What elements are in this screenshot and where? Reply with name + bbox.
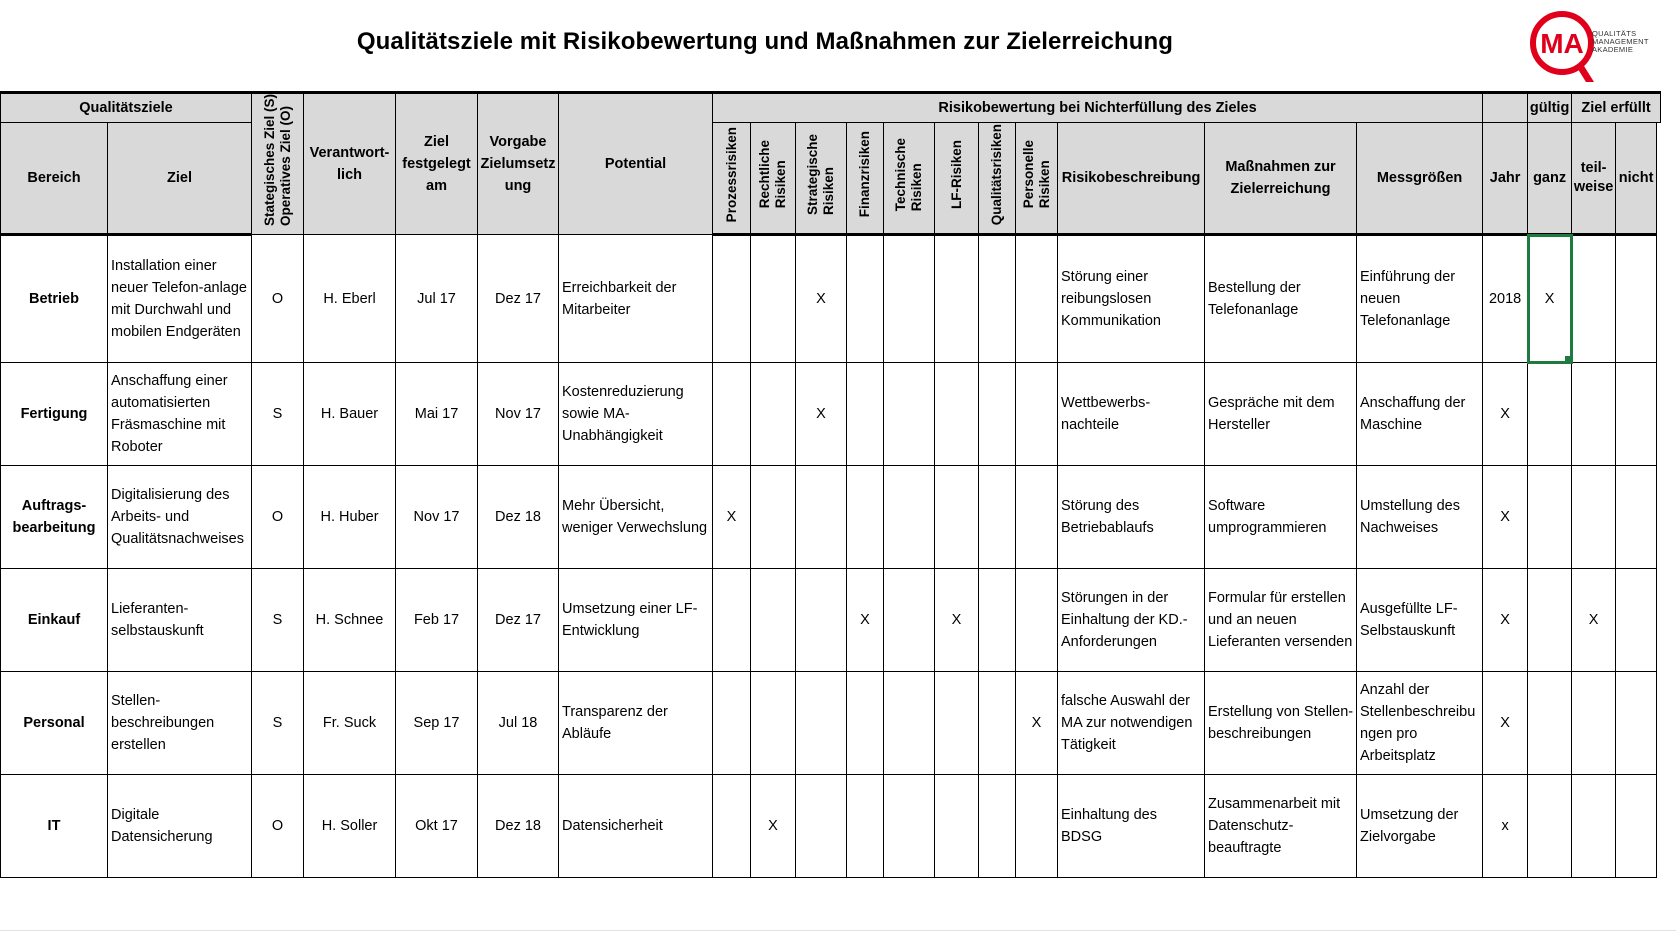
cell-risk-prozess[interactable] [713, 672, 751, 775]
header-vorgabe: Vorgabe Zielumsetz ung [478, 93, 559, 235]
table-row [1, 672, 1661, 775]
cell-messgroessen[interactable]: Anzahl der Stellenbeschreibu ngen pro Arbeitsplatz [1357, 672, 1483, 775]
cell-teilweise[interactable] [1572, 235, 1616, 363]
cell-bereich[interactable]: IT [1, 775, 108, 878]
cell-ziel[interactable]: Lieferanten-selbstauskunft [108, 569, 252, 672]
logo-line-2: MANAGEMENT [1592, 37, 1649, 46]
cell-ziel[interactable]: Digitale Datensicherung [108, 775, 252, 878]
group-empty [1483, 93, 1528, 123]
cell-risikobeschreibung[interactable]: Einhaltung des BDSG [1058, 775, 1205, 878]
cell-risk-rechtlich[interactable] [751, 363, 796, 466]
cell-verantwortlich[interactable]: H. Huber [304, 466, 396, 569]
cell-risk-lf[interactable] [935, 672, 979, 775]
header-ganz: ganz [1528, 123, 1572, 235]
cell-jahr[interactable]: x [1483, 775, 1528, 878]
header-potential: Potential [559, 93, 713, 235]
header-risk-finanz: Finanzrisiken [847, 123, 884, 235]
table-row [1, 235, 1661, 363]
cell-verantwortlich[interactable]: Fr. Suck [304, 672, 396, 775]
table-row [1, 363, 1661, 466]
cell-potential[interactable]: Transparenz der Abläufe [559, 672, 713, 775]
sheet-gridline [0, 930, 1676, 931]
cell-ganz[interactable] [1528, 672, 1572, 775]
cell-messgroessen[interactable]: Einführung der neuen Telefonanlage [1357, 235, 1483, 363]
cell-risikobeschreibung[interactable]: Wettbewerbs-nachteile [1058, 363, 1205, 466]
cell-risk-qualitaet[interactable] [979, 363, 1016, 466]
group-header-row [1, 93, 1661, 123]
cell-risk-rechtlich[interactable] [751, 672, 796, 775]
cell-vorgabe[interactable]: Dez 17 [478, 569, 559, 672]
cell-ganz[interactable] [1528, 775, 1572, 878]
cell-festgelegt[interactable]: Okt 17 [396, 775, 478, 878]
table-row [1, 466, 1661, 569]
cell-festgelegt[interactable]: Sep 17 [396, 672, 478, 775]
cell-risk-strategisch[interactable] [796, 466, 847, 569]
cell-risk-personell[interactable] [1016, 363, 1058, 466]
cell-risk-strategisch[interactable] [796, 672, 847, 775]
cell-risikobeschreibung[interactable]: Störungen in der Einhaltung der KD.-Anforderungen [1058, 569, 1205, 672]
cell-risk-technisch[interactable] [884, 466, 935, 569]
cell-risk-qualitaet[interactable] [979, 569, 1016, 672]
cell-nicht[interactable] [1616, 235, 1657, 363]
header-risikobeschreibung: Risikobeschreibung [1058, 123, 1205, 235]
cell-nicht[interactable] [1616, 569, 1657, 672]
table-row [1, 569, 1661, 672]
cell-potential[interactable]: Umsetzung einer LF-Entwicklung [559, 569, 713, 672]
header-risk-rechtlich: Rechtliche Risiken [751, 123, 796, 235]
cell-festgelegt[interactable]: Feb 17 [396, 569, 478, 672]
logo-line-3: AKADEMIE [1592, 45, 1634, 54]
group-risiko: Risikobewertung bei Nichterfüllung des Zieles [713, 93, 1483, 123]
header-risk-technisch: Technische Risiken [884, 123, 935, 235]
header-risk-strategisch: Strategische Risiken [796, 123, 847, 235]
header-risk-personell: Personelle Risiken [1016, 123, 1058, 235]
cell-massnahmen[interactable]: Software umprogrammieren [1205, 466, 1357, 569]
cell-risk-finanz[interactable] [847, 466, 884, 569]
logo-line-1: QUALITÄTS [1592, 29, 1637, 38]
cell-messgroessen[interactable]: Anschaffung der Maschine [1357, 363, 1483, 466]
qma-logo [1528, 10, 1676, 86]
cell-vorgabe[interactable]: Nov 17 [478, 363, 559, 466]
cell-risk-finanz[interactable] [847, 775, 884, 878]
cell-ganz[interactable] [1528, 569, 1572, 672]
cell-risk-finanz[interactable] [847, 363, 884, 466]
selected-cell-ganz[interactable]: X [1528, 235, 1572, 363]
cell-risk-strategisch[interactable]: X [796, 363, 847, 466]
cell-bereich[interactable]: Fertigung [1, 363, 108, 466]
cell-risk-lf[interactable] [935, 775, 979, 878]
cell-ziel[interactable]: Anschaffung einer automatisierten Fräsmaschine mit Roboter [108, 363, 252, 466]
cell-risikobeschreibung[interactable]: Störung einer reibungslosen Kommunikation [1058, 235, 1205, 363]
cell-massnahmen[interactable]: Erstellung von Stellen-beschreibungen [1205, 672, 1357, 775]
cell-risk-technisch[interactable] [884, 235, 935, 363]
header-teilweise: teil- weise [1572, 123, 1616, 235]
cell-nicht[interactable] [1616, 363, 1657, 466]
cell-potential[interactable]: Mehr Übersicht, weniger Verwechslung [559, 466, 713, 569]
cell-risikobeschreibung[interactable]: falsche Auswahl der MA zur notwendigen Tätigkeit [1058, 672, 1205, 775]
logo-mark-icon [1528, 10, 1598, 86]
cell-vorgabe[interactable]: Dez 18 [478, 775, 559, 878]
cell-risk-strategisch[interactable] [796, 775, 847, 878]
header-risk-lf: LF-Risiken [935, 123, 979, 235]
cell-jahr[interactable]: X [1483, 672, 1528, 775]
cell-massnahmen[interactable]: Bestellung der Telefonanlage [1205, 235, 1357, 363]
cell-risk-rechtlich[interactable] [751, 466, 796, 569]
cell-risikobeschreibung[interactable]: Störung des Betriebablaufs [1058, 466, 1205, 569]
header-festgelegt: Ziel festgelegt am [396, 93, 478, 235]
cell-jahr[interactable]: 2018 [1483, 235, 1528, 363]
cell-ziel[interactable]: Digitalisierung des Arbeits- und Qualitätsnachweises [108, 466, 252, 569]
cell-risk-strategisch[interactable] [796, 569, 847, 672]
header-jahr: Jahr [1483, 123, 1528, 235]
cell-risk-personell[interactable] [1016, 466, 1058, 569]
cell-bereich[interactable]: Personal [1, 672, 108, 775]
cell-festgelegt[interactable]: Nov 17 [396, 466, 478, 569]
column-header-row [1, 123, 1661, 235]
cell-nicht[interactable] [1616, 775, 1657, 878]
cell-nicht[interactable] [1616, 672, 1657, 775]
cell-massnahmen[interactable]: Zusammenarbeit mit Datenschutz-beauftragte [1205, 775, 1357, 878]
cell-risk-lf[interactable] [935, 466, 979, 569]
cell-risk-rechtlich[interactable] [751, 235, 796, 363]
cell-potential[interactable]: Kostenreduzierung sowie MA-Unabhängigkeit [559, 363, 713, 466]
cell-risk-prozess[interactable]: X [713, 466, 751, 569]
header-nicht: nicht [1616, 123, 1657, 235]
cell-risk-prozess[interactable] [713, 235, 751, 363]
cell-ganz[interactable] [1528, 466, 1572, 569]
cell-risk-prozess[interactable] [713, 775, 751, 878]
cell-festgelegt[interactable]: Mai 17 [396, 363, 478, 466]
cell-risk-strategisch[interactable]: X [796, 235, 847, 363]
cell-verantwortlich[interactable]: H. Bauer [304, 363, 396, 466]
cell-teilweise[interactable]: X [1572, 569, 1616, 672]
cell-potential[interactable]: Datensicherheit [559, 775, 713, 878]
group-ziel-erfuellt: Ziel erfüllt [1572, 93, 1661, 123]
cell-risk-qualitaet[interactable] [979, 672, 1016, 775]
cell-jahr[interactable]: X [1483, 466, 1528, 569]
cell-risk-personell[interactable] [1016, 569, 1058, 672]
logo-mark-text: MA [1540, 28, 1584, 59]
header-verantwortlich: Verantwort- lich [304, 93, 396, 235]
cell-risk-lf[interactable]: X [935, 569, 979, 672]
cell-ziel-typ[interactable]: O [252, 466, 304, 569]
cell-verantwortlich[interactable]: H. Schnee [304, 569, 396, 672]
page-title: Qualitätsziele mit Risikobewertung und Maßnahmen zur Zielerreichung [356, 28, 1174, 55]
cell-vorgabe[interactable]: Dez 18 [478, 466, 559, 569]
cell-teilweise[interactable] [1572, 363, 1616, 466]
cell-messgroessen[interactable]: Ausgefüllte LF-Selbstauskunft [1357, 569, 1483, 672]
cell-ziel-typ[interactable]: O [252, 235, 304, 363]
cell-risk-technisch[interactable] [884, 672, 935, 775]
cell-verantwortlich[interactable]: H. Soller [304, 775, 396, 878]
cell-massnahmen[interactable]: Gespräche mit dem Hersteller [1205, 363, 1357, 466]
cell-bereich[interactable]: Einkauf [1, 569, 108, 672]
cell-massnahmen[interactable]: Formular für erstellen und an neuen Lieferanten versenden [1205, 569, 1357, 672]
cell-risk-lf[interactable] [935, 235, 979, 363]
cell-risk-technisch[interactable] [884, 775, 935, 878]
cell-verantwortlich[interactable]: H. Eberl [304, 235, 396, 363]
cell-jahr[interactable]: X [1483, 363, 1528, 466]
cell-potential[interactable]: Erreichbarkeit der Mitarbeiter [559, 235, 713, 363]
header-risk-prozess: Prozessrisiken [713, 123, 751, 235]
header-massnahmen: Maßnahmen zur Zielerreichung [1205, 123, 1357, 235]
group-gueltig: gültig [1528, 93, 1572, 123]
cell-teilweise[interactable] [1572, 466, 1616, 569]
cell-messgroessen[interactable]: Umstellung des Nachweises [1357, 466, 1483, 569]
cell-ziel-typ[interactable]: S [252, 672, 304, 775]
cell-risk-lf[interactable] [935, 363, 979, 466]
group-qualitaetsziele: Qualitätsziele [1, 93, 252, 123]
header-ziel: Ziel [108, 123, 252, 235]
header-messgroessen: Messgrößen [1357, 123, 1483, 235]
cell-risk-prozess[interactable] [713, 363, 751, 466]
cell-ziel[interactable]: Stellen-beschreibungen erstellen [108, 672, 252, 775]
cell-ganz[interactable] [1528, 363, 1572, 466]
table-row [1, 775, 1661, 878]
cell-teilweise[interactable] [1572, 775, 1616, 878]
cell-bereich[interactable]: Auftrags-bearbeitung [1, 466, 108, 569]
cell-ziel-typ[interactable]: S [252, 363, 304, 466]
cell-risk-personell[interactable] [1016, 235, 1058, 363]
cell-risk-qualitaet[interactable] [979, 775, 1016, 878]
cell-risk-finanz[interactable]: X [847, 569, 884, 672]
cell-bereich[interactable]: Betrieb [1, 235, 108, 363]
cell-risk-qualitaet[interactable] [979, 466, 1016, 569]
cell-risk-qualitaet[interactable] [979, 235, 1016, 363]
logo-wordmark [1592, 30, 1649, 54]
cell-risk-rechtlich[interactable] [751, 569, 796, 672]
cell-risk-technisch[interactable] [884, 363, 935, 466]
cell-jahr[interactable]: X [1483, 569, 1528, 672]
fill-handle[interactable] [1565, 356, 1572, 363]
header-bereich: Bereich [1, 123, 108, 235]
header-ziel-typ: Stategisches Ziel (S) Operatives Ziel (O) [252, 93, 304, 235]
cell-risk-technisch[interactable] [884, 569, 935, 672]
header-risk-qualitaet: Qualitätsrisiken [979, 123, 1016, 235]
cell-vorgabe[interactable]: Dez 17 [478, 235, 559, 363]
cell-risk-prozess[interactable] [713, 569, 751, 672]
cell-ziel-typ[interactable]: S [252, 569, 304, 672]
cell-ziel-typ[interactable]: O [252, 775, 304, 878]
cell-risk-finanz[interactable] [847, 672, 884, 775]
cell-teilweise[interactable] [1572, 672, 1616, 775]
cell-risk-finanz[interactable] [847, 235, 884, 363]
cell-festgelegt[interactable]: Jul 17 [396, 235, 478, 363]
cell-ziel[interactable]: Installation einer neuer Telefon-anlage mit Durchwahl und mobilen Endgeräten [108, 235, 252, 363]
cell-nicht[interactable] [1616, 466, 1657, 569]
cell-risk-personell[interactable]: X [1016, 672, 1058, 775]
cell-messgroessen[interactable]: Umsetzung der Zielvorgabe [1357, 775, 1483, 878]
quality-goals-table [0, 91, 1661, 878]
cell-vorgabe[interactable]: Jul 18 [478, 672, 559, 775]
cell-risk-personell[interactable] [1016, 775, 1058, 878]
cell-risk-rechtlich[interactable]: X [751, 775, 796, 878]
